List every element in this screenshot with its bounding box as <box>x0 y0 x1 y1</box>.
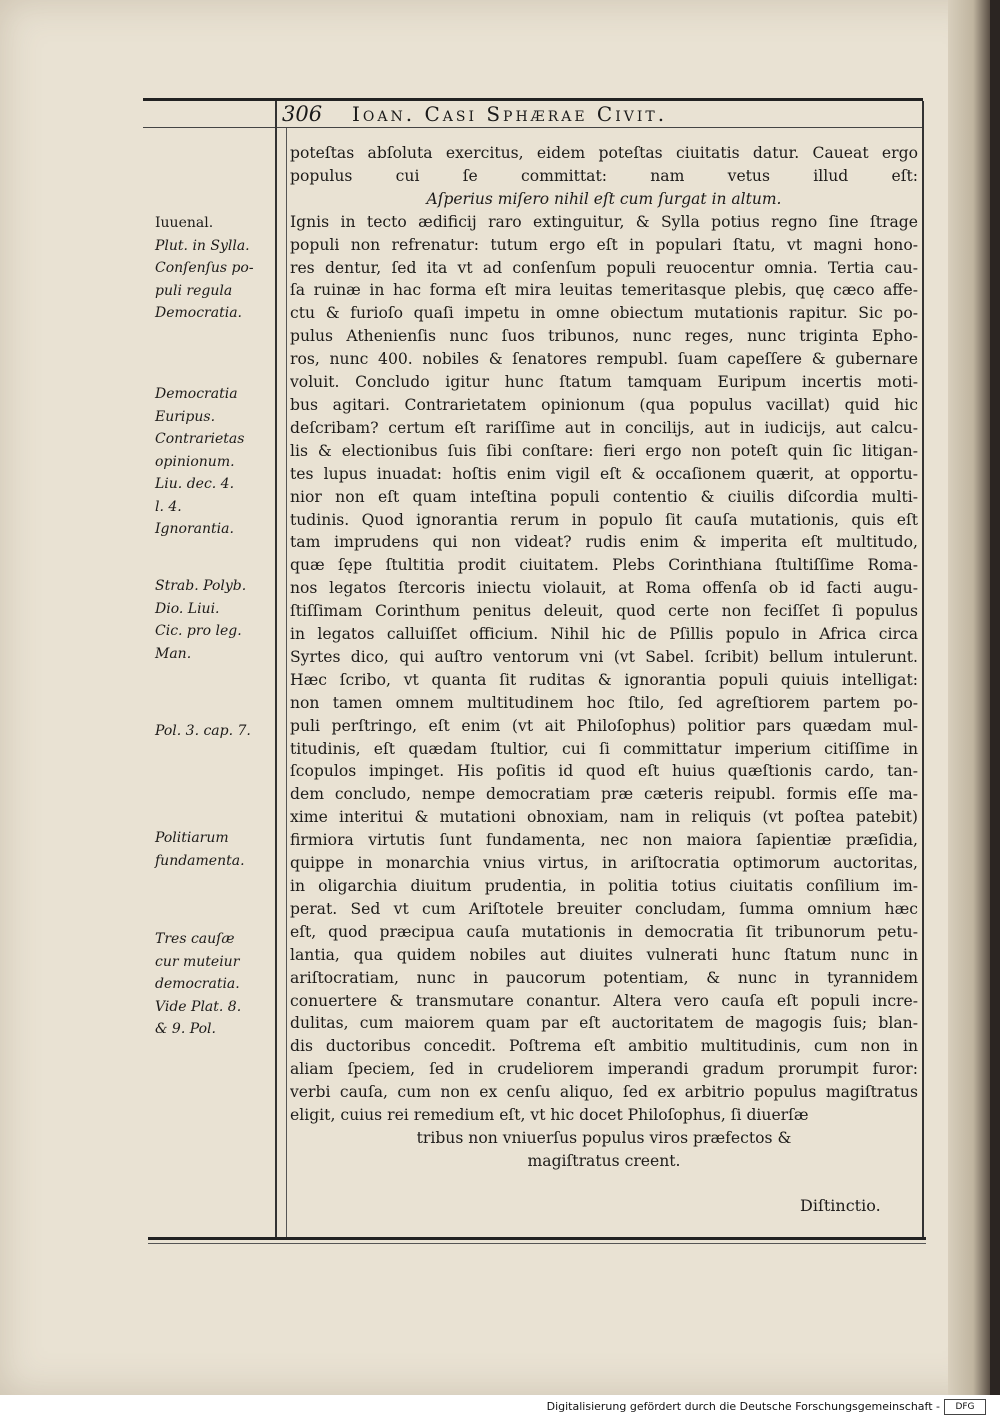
footer-credit: Digitalisierung gefördert durch die Deutsche Forschungsgemeinschaft - <box>546 1400 940 1413</box>
text-line: quippe in monarchia vnius virtus, in ariſtocratia optimorum auctoritas, <box>290 854 918 873</box>
text-line: eligit, cuius rei remedium eſt, vt hic docet Philoſophus, ſi diuerſæ <box>290 1106 809 1125</box>
margin-divider <box>275 101 277 1238</box>
footer-rule <box>148 1237 926 1240</box>
marginal-line: Liu. dec. 4. <box>155 476 235 492</box>
text-line: titudinis, eſt quædam ſtultior, cui ſi committatur imperium citiſſime in <box>290 739 918 758</box>
text-line: dem concludo, nempe democratiam præ cæteris reipubl. formis eſſe ma- <box>290 785 918 804</box>
text-line: ſtiſſimam Corinthum penitus deleuit, quod certe non feciſſet ſi populus <box>290 602 918 621</box>
text-line: ros, nunc 400. nobiles & ſenatores rempubl. ſuam capeſſere & gubernare <box>290 350 918 369</box>
text-line: tudinis. Quod ignorantia rerum in populo ſit cauſa mutationis, quis eſt <box>290 510 918 529</box>
marginal-note-1 <box>155 212 273 325</box>
marginal-line: Democratia <box>155 386 238 402</box>
text-line: ctu & furioſo quaſi impetu in omne obiectum mutationis rapitur. Sic po- <box>290 304 918 323</box>
page-edge <box>948 0 990 1395</box>
footer-rule-thin <box>148 1243 926 1244</box>
catchword: Diſtinctio. <box>800 1196 881 1215</box>
text-line: tribus non vniuerſus populus viros præfectos & <box>416 1128 792 1147</box>
marginal-note-5 <box>155 827 273 872</box>
marginal-line: Ignorantia. <box>155 521 234 537</box>
marginal-line: democratia. <box>155 976 240 992</box>
running-head-title: Ioan. Casi Sphærae Civit. <box>352 102 668 126</box>
text-line: tes lupus inuadat: hoſtis enim vigil eſt & occaſionem quærit, at opportu- <box>290 464 918 483</box>
text-line: deſcribam? certum eſt rariſſime aut in concilijs, aut in iudicijs, aut calcu- <box>290 418 918 437</box>
text-line: perat. Sed vt cum Ariſtotele breuiter concludam, ſumma omnium hæc <box>290 899 918 918</box>
text-line: firmiora virtutis ſunt fundamenta, nec non maiora ſapientiæ præſidia, <box>290 831 918 850</box>
text-line: xime interitui & mutationi obnoxiam, nam in reliquis (vt poſtea patebit) <box>290 808 918 827</box>
text-line: ſcopulos impinget. His poſitis id quod eſt huius quæſtionis cardo, tan- <box>290 762 918 781</box>
text-line: res dentur, ſed ita vt ad conſenſum populi reuocentur omnia. Tertia cau- <box>290 258 918 277</box>
main-text <box>290 142 918 1173</box>
marginal-line: Strab. Polyb. <box>155 578 247 594</box>
text-line: populi non refrenatur: tutum ergo eſt in populari ſtatu, vt magni hono- <box>290 235 918 254</box>
text-line: aliam ſpeciem, ſed in crudeliorem imperandi gradum prorumpit furor: <box>290 1060 918 1079</box>
marginal-line: puli regula <box>155 282 233 299</box>
running-header <box>282 101 922 127</box>
marginal-line: fundamenta. <box>155 852 245 869</box>
text-line: populus cui ſe committat: nam vetus illud eſt: <box>290 166 918 185</box>
text-line: in legatos calluiſſet officium. Nihil hic de Pſillis populo in Africa circa <box>290 625 918 644</box>
dfg-logo: DFG <box>944 1399 986 1415</box>
text-line: eſt, quod præcipua cauſa mutationis in democratia ſit tribunorum petu- <box>290 922 918 941</box>
marginal-line: Euripus. <box>155 408 216 425</box>
text-line: poteſtas abſoluta exercitus, eidem poteſtas ciuitatis datur. Caueat ergo <box>290 144 918 162</box>
marginal-line: Man. <box>155 645 192 662</box>
text-line: ariſtocratiam, nunc in paucorum potentiam, & nunc in tyrannidem <box>290 968 918 987</box>
verse-quote: Aſperius miſero nihil eſt cum ſurgat in altum. <box>426 189 782 208</box>
text-line: Syrtes dico, qui auſtro ventorum vni (vt Sabel. ſcribit) bellum intulerunt. <box>290 647 918 666</box>
text-line: voluit. Concludo igitur hunc ſtatum tamquam Euripum incertis moti- <box>290 373 918 392</box>
text-line: Hæc ſcribo, vt quanta ſit ruditas & ignorantia populi quiuis intelligat: <box>290 670 918 689</box>
text-line: nior non eſt quam inteſtina populi contentio & ciuilis diſcordia multi- <box>290 487 918 506</box>
text-line: lantia, qua quidem nobiles aut diuites vulnerati hunc ſtatum nunc in <box>290 945 918 964</box>
marginal-line: cur muteiur <box>155 953 240 970</box>
header-rule-thin <box>143 127 923 128</box>
marginal-line: Contrarietas <box>155 431 245 447</box>
marginal-line: Pol. 3. cap. 7. <box>155 723 251 739</box>
marginal-line: Dio. Liui. <box>155 600 220 617</box>
text-line: Ignis in tecto ædificij raro extinguitur, & Sylla potius regno ſine ſtrage <box>290 212 918 231</box>
text-line: tam imprudens qui non videat? rudis enim & imperita eſt multitudo, <box>290 533 918 552</box>
text-line: nos legatos ſtercoris iniectu violauit, at Roma offenſa ob id facti augu- <box>290 579 918 598</box>
marginal-line: Cic. pro leg. <box>155 623 242 639</box>
text-line: lis & electionibus ſuis ſibi conſtare: fieri ergo non poteſt quin ſic litigan- <box>290 441 918 460</box>
text-line: ſa ruinæ in hac forma eſt mira leuitas temeritasque plebis, quę cæco affe- <box>290 281 918 300</box>
marginal-line: Tres cauſæ <box>155 931 235 947</box>
marginal-line: Iuuenal. <box>155 215 214 231</box>
marginal-line: Politiarum <box>155 830 229 846</box>
marginal-note-2 <box>155 383 273 541</box>
text-line: puli perſtringo, eſt enim (vt ait Philoſophus) politior pars quædam mul- <box>290 716 918 735</box>
text-line: bus agitari. Contrarietatem opinionum (qua populus vacillat) quid hic <box>290 395 918 414</box>
marginal-note-4 <box>155 720 273 743</box>
marginal-note-3 <box>155 575 273 665</box>
text-line: verbi cauſa, cum non ex cenſu aliquo, ſed ex arbitrio populus magiſtratus <box>290 1083 918 1102</box>
marginal-line: l. 4. <box>155 498 182 515</box>
marginal-line: Vide Plat. 8. <box>155 998 242 1015</box>
text-line: conuertere & transmutare conantur. Altera vero cauſa eſt populi incre- <box>290 991 918 1010</box>
text-line: magiſtratus creent. <box>527 1151 681 1170</box>
marginal-note-6 <box>155 928 273 1041</box>
text-line: in oligarchia diuitum prudentia, in politia totius ciuitatis conſilium im- <box>290 877 918 895</box>
marginal-line: & 9. Pol. <box>155 1021 216 1037</box>
marginal-line: opinionum. <box>155 453 235 470</box>
page-number: 306 <box>282 102 323 126</box>
text-line: quæ ſępe ſtultitia prodit ciuitatem. Plebs Corinthiana ſtultiſſime Roma- <box>290 556 918 575</box>
digitization-footer <box>0 1395 1000 1419</box>
text-line: dulitas, cum maiorem quam par eſt auctoritatem de magogis ſuis; blan- <box>290 1014 918 1033</box>
text-frame-left <box>286 128 287 1238</box>
marginal-line: Conſenſus po- <box>155 260 254 276</box>
text-line: dis ductoribus concedit. Poſtrema eſt ambitio multitudinis, cum non in <box>290 1037 918 1056</box>
text-line: non tamen omnem multitudinem hoc ſtilo, ſed agreſtiorem partem po- <box>290 693 918 712</box>
text-frame-right <box>922 101 924 1238</box>
marginal-line: Democratia. <box>155 305 242 321</box>
marginal-line: Plut. in Sylla. <box>155 237 250 254</box>
text-line: pulus Athenienſis nunc ſuos tribunos, nunc reges, nunc triginta Epho- <box>290 327 918 346</box>
